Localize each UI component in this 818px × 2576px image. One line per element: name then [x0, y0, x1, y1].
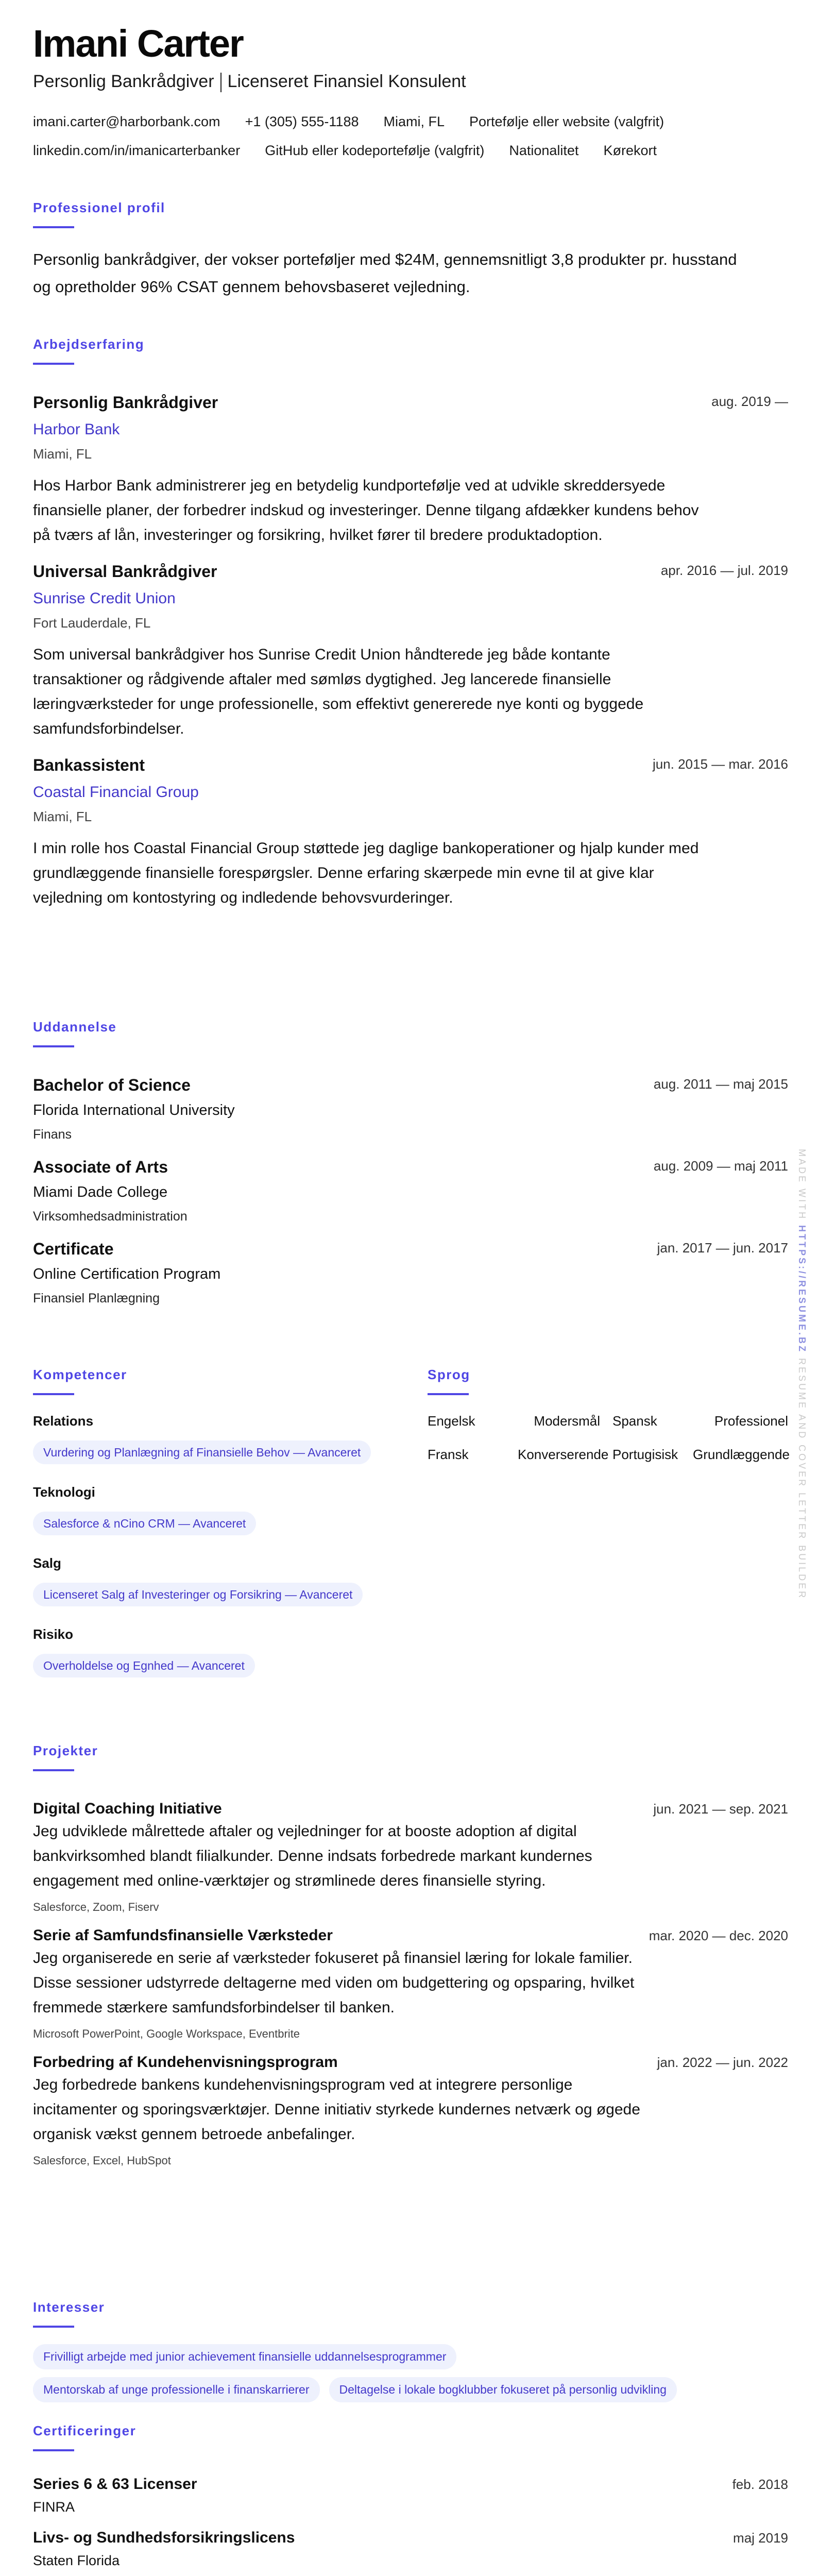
project-entry: [33, 1925, 788, 2042]
skill-tag: Licenseret Salg af Investeringer og Forsikring — Avanceret: [33, 1583, 363, 1606]
education-section: [33, 1018, 788, 1308]
certification-entry: [33, 2474, 788, 2517]
education-entry: [33, 1074, 788, 1144]
section-underline: [33, 2326, 74, 2328]
project-title: Serie af Samfundsfinansielle Værksteder: [33, 1927, 333, 1944]
skill-category: Risiko: [33, 1626, 74, 1642]
job-company: Coastal Financial Group: [33, 784, 199, 801]
contact-license: Kørekort: [603, 143, 657, 158]
language-level: Modersmål: [534, 1413, 600, 1429]
job-entry: [33, 560, 788, 741]
profile-summary: Personlig bankrådgiver, der vokser porteføljer med $24M, gennemsnitligt 3,8 produkter pr. husstand og opretholder 96% CSAT gennem behovsbaseret vejledning.: [33, 250, 737, 296]
job-title: Universal Bankrådgiver: [33, 562, 217, 581]
projects-section: [33, 1741, 788, 2168]
job-description: Hos Harbor Bank administrerer jeg en betydelig kundportefølje ved at udvikle skreddersyede finansielle planer, der forbedrer indskud og investeringer. Denne tilgang afdækker kundens behov på tværs af lån, investeringer og forsikring, hvilket fører til bredere produktadoption.: [33, 477, 699, 544]
job-dates: jun. 2015 — mar. 2016: [652, 756, 788, 772]
job-location: Miami, FL: [33, 446, 92, 462]
interest-tags: [33, 2344, 764, 2402]
project-title: Digital Coaching Initiative: [33, 1800, 222, 1817]
section-heading: Sprog: [428, 1367, 470, 1382]
section-underline: [33, 1045, 74, 1047]
job-dates: aug. 2019 —: [711, 394, 788, 409]
project-dates: jan. 2022 — jun. 2022: [657, 2055, 788, 2070]
language-name: Fransk: [428, 1447, 469, 1462]
education-dates: aug. 2011 — maj 2015: [653, 1076, 788, 1092]
education-entry: [33, 1238, 788, 1308]
project-description: Jeg udviklede målrettede aftaler og vejledninger for at booste adoption af digital bankvirksomhed blandt filialkunder. Denne indsats forbedrede markant kundernes engagement med online-værktøjer og strømlinede deres finansielle styring.: [33, 1823, 592, 1889]
job-company: Sunrise Credit Union: [33, 590, 176, 607]
education-dates: jan. 2017 — jun. 2017: [657, 1240, 788, 1256]
section-heading: Interesser: [33, 2299, 105, 2315]
languages-grid: [428, 1411, 788, 1465]
headline-part-2: Licenseret Finansiel Konsulent: [227, 72, 466, 91]
contact-github[interactable]: GitHub eller kodeportefølje (valgfrit): [265, 143, 485, 158]
certification-date: feb. 2018: [732, 2477, 788, 2492]
education-dates: aug. 2009 — maj 2011: [653, 1158, 788, 1174]
section-underline: [33, 2449, 74, 2451]
school: Florida International University: [33, 1102, 235, 1118]
degree: Associate of Arts: [33, 1158, 168, 1176]
project-dates: jun. 2021 — sep. 2021: [653, 1801, 788, 1817]
project-entry: [33, 2052, 788, 2168]
interests-section: [33, 2298, 788, 2402]
project-title: Forbedring af Kundehenvisningsprogram: [33, 2054, 338, 2071]
school: Miami Dade College: [33, 1184, 168, 1200]
contact-linkedin[interactable]: linkedin.com/in/imanicarterbanker: [33, 143, 241, 158]
job-location: Fort Lauderdale, FL: [33, 615, 151, 631]
interest-tag: Deltagelse i lokale bogklubber fokuseret på personlig udvikling: [329, 2377, 677, 2402]
section-heading: Projekter: [33, 1743, 98, 1758]
certification-issuer: Staten Florida: [33, 2553, 120, 2568]
builder-watermark: [796, 1149, 807, 1600]
watermark-suffix: RESUME AND COVER LETTER BUILDER: [797, 1358, 807, 1600]
watermark-link[interactable]: HTTPS://RESUME.BZ: [797, 1225, 807, 1354]
section-heading: Uddannelse: [33, 1019, 117, 1035]
certifications-section: [33, 2421, 788, 2571]
school: Online Certification Program: [33, 1266, 221, 1282]
section-underline: [33, 226, 74, 228]
project-entry: [33, 1799, 788, 1915]
degree: Certificate: [33, 1240, 114, 1258]
section-heading: Certificeringer: [33, 2423, 137, 2438]
certification-name: Livs- og Sundhedsforsikringslicens: [33, 2529, 295, 2546]
contact-info: [33, 111, 788, 161]
headline-part-1: Personlig Bankrådgiver: [33, 72, 214, 91]
candidate-name: Imani Carter: [33, 22, 243, 65]
project-tech: Salesforce, Excel, HubSpot: [33, 2154, 171, 2167]
contact-website[interactable]: Portefølje eller website (valgfrit): [469, 114, 664, 129]
section-heading: Professionel profil: [33, 200, 165, 215]
skill-category: Relations: [33, 1413, 94, 1429]
skill-tag: Vurdering og Planlægning af Finansielle Behov — Avanceret: [33, 1440, 371, 1464]
watermark-prefix: MADE WITH: [797, 1149, 807, 1221]
section-underline: [33, 1769, 74, 1771]
job-entry: [33, 391, 788, 548]
project-dates: mar. 2020 — dec. 2020: [649, 1928, 788, 1943]
contact-nationality: Nationalitet: [509, 143, 579, 158]
profile-section: [33, 198, 788, 300]
language-name: Engelsk: [428, 1413, 475, 1429]
candidate-headline: [33, 69, 788, 94]
project-description: Jeg organiserede en serie af værksteder fokuseret på finansiel læring for lokale familier. Disse sessioner udstyrrede deltagerne med viden om budgettering og opsparing, hvilket fremmede stærkere samfundsforbindelser til banken.: [33, 1950, 635, 2016]
degree: Bachelor of Science: [33, 1076, 191, 1094]
section-underline: [33, 1393, 74, 1395]
certification-date: maj 2019: [733, 2530, 788, 2546]
job-location: Miami, FL: [33, 809, 92, 824]
experience-section: [33, 335, 788, 910]
language-name: Portugisisk: [612, 1447, 678, 1462]
skill-tag: Salesforce & nCino CRM — Avanceret: [33, 1512, 256, 1535]
certification-name: Series 6 & 63 Licenser: [33, 2476, 197, 2493]
language-level: Professionel: [714, 1413, 788, 1429]
field-of-study: Virksomhedsadministration: [33, 1209, 188, 1224]
interest-tag: Frivilligt arbejde med junior achievement finansielle uddannelsesprogrammer: [33, 2344, 456, 2369]
project-tech: Salesforce, Zoom, Fiserv: [33, 1901, 159, 1913]
job-title: Bankassistent: [33, 756, 145, 774]
job-entry: [33, 754, 788, 910]
headline-separator: [220, 73, 221, 92]
education-entry: [33, 1156, 788, 1226]
skills-languages-section: [33, 1365, 788, 1677]
section-heading: Arbejdserfaring: [33, 336, 145, 352]
languages-column: [428, 1365, 788, 1677]
job-company: Harbor Bank: [33, 421, 120, 438]
project-tech: Microsoft PowerPoint, Google Workspace, Eventbrite: [33, 2027, 300, 2040]
job-title: Personlig Bankrådgiver: [33, 393, 218, 412]
language-level: Konverserende: [518, 1447, 609, 1462]
certification-issuer: FINRA: [33, 2499, 75, 2515]
section-underline: [33, 363, 74, 365]
interest-tag: Mentorskab af unge professionelle i finanskarrierer: [33, 2377, 320, 2402]
skill-category: Salg: [33, 1555, 61, 1571]
job-dates: apr. 2016 — jul. 2019: [660, 563, 788, 578]
field-of-study: Finansiel Planlægning: [33, 1291, 160, 1306]
job-description: I min rolle hos Coastal Financial Group støttede jeg daglige bankoperationer og hjalp kunder med grundlæggende finansielle forespørgsler. Denne erfaring skærpede min evne til at give klar vejledning om kontostyring og indledende behovsvurderinger.: [33, 840, 699, 906]
field-of-study: Finans: [33, 1127, 72, 1142]
skill-tag: Overholdelse og Egnhed — Avanceret: [33, 1654, 255, 1677]
section-underline: [428, 1393, 469, 1395]
language-name: Spansk: [612, 1413, 657, 1429]
certification-entry: [33, 2528, 788, 2571]
contact-location: Miami, FL: [383, 114, 445, 129]
contact-email[interactable]: imani.carter@harborbank.com: [33, 114, 220, 129]
language-level: Grundlæggende: [693, 1447, 790, 1462]
project-description: Jeg forbedrede bankens kundehenvisningsprogram ved at integrere personlige incitamenter og sporingsværktøjer. Denne initiativ styrkede kundernes netværk og øgede organisk vækst gennem betroede anbefalinger.: [33, 2076, 640, 2143]
skill-category: Teknologi: [33, 1484, 95, 1500]
section-heading: Kompetencer: [33, 1367, 127, 1382]
skills-column: [33, 1365, 428, 1677]
job-description: Som universal bankrådgiver hos Sunrise Credit Union håndterede jeg både kontante transaktioner og rådgivende aftaler med sømløs dygtighed. Jeg lancerede finansielle læringværksteder for unge professionelle, som effektivt genererede nye konti og byggede samfundsforbindelser.: [33, 646, 644, 737]
contact-phone[interactable]: +1 (305) 555-1188: [245, 114, 359, 129]
